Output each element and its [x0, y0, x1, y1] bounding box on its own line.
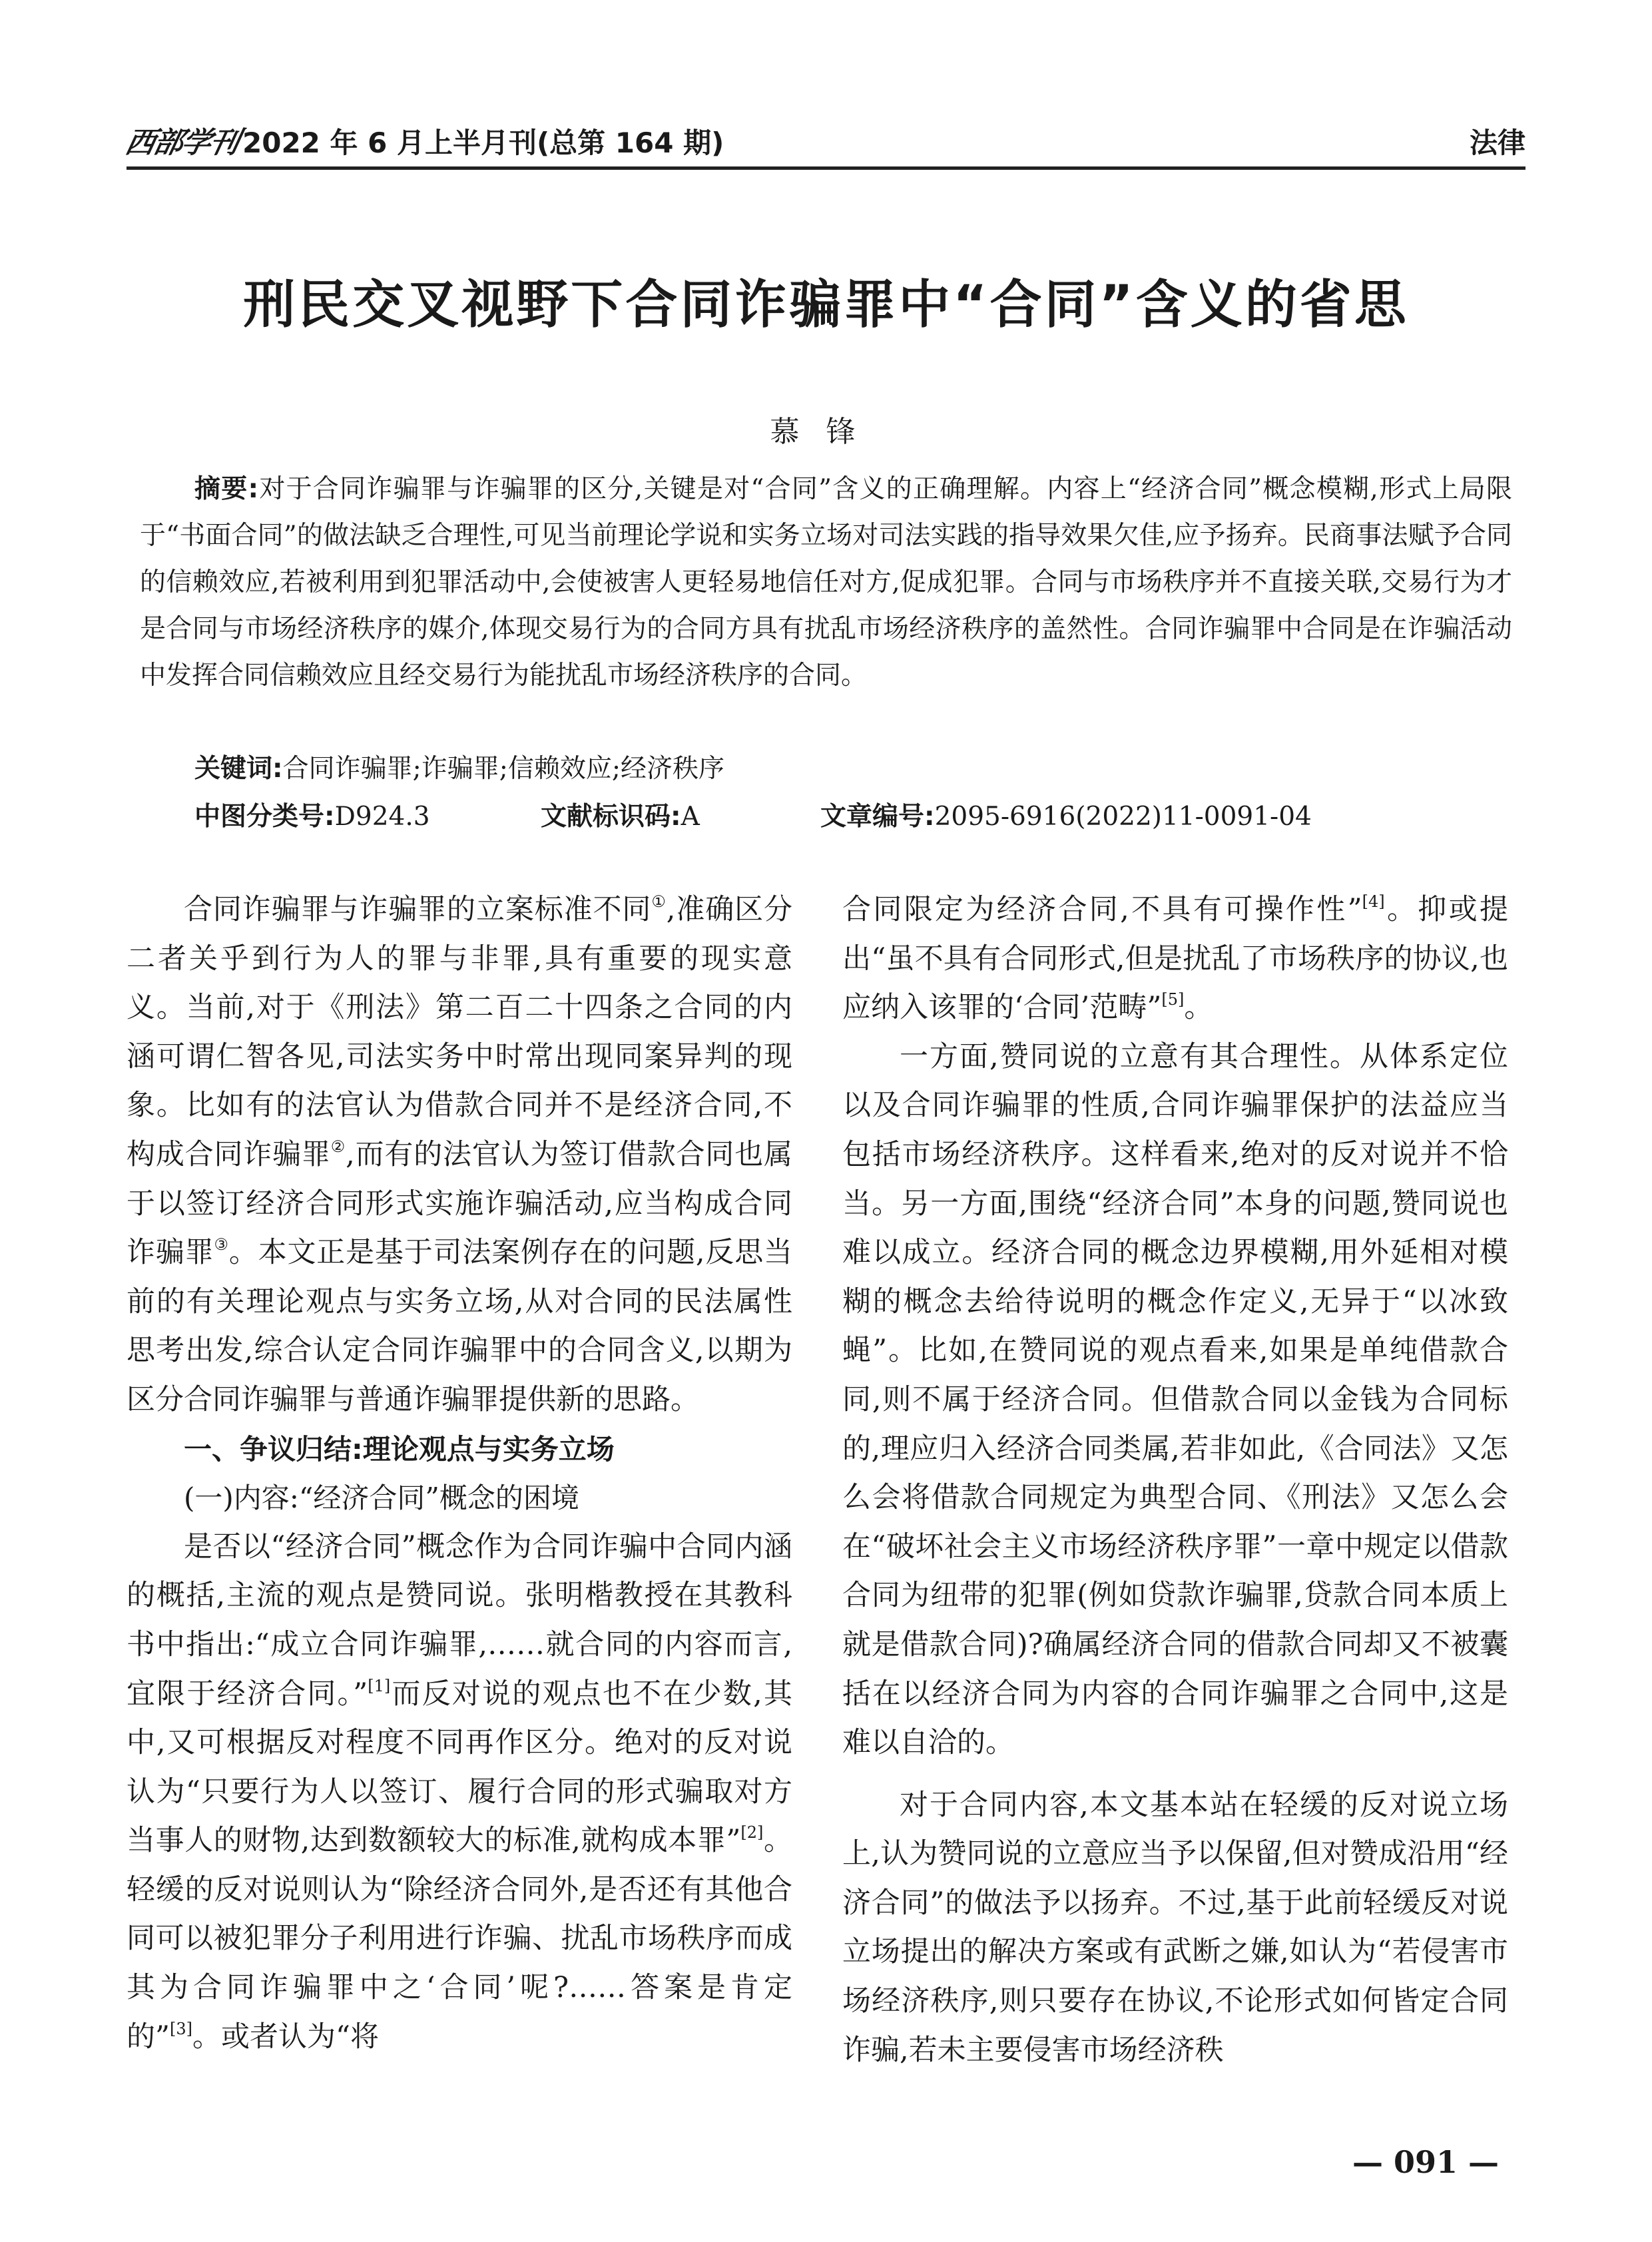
footnote-marker: ② — [330, 1137, 346, 1156]
keywords — [194, 746, 1512, 792]
body-paragraph: 对于合同内容,本文基本站在轻缓的反对说立场上,认为赞同说的立意应当予以保留,但对赞成沿用“经济合同”的做法予以扬弃。不过,基于此前轻缓反对说立场提出的解决方案或有武断之嫌,如认为“若侵害市场经济秩序,则只要存在协议,不论形式如何皆定合同诈骗,若未主要侵害市场经济秩 — [842, 1788, 1508, 2067]
citation-marker: [2] — [740, 1823, 764, 1842]
running-header — [122, 115, 1525, 170]
journal-issue: 2022 年 6 月上半月刊(总第 164 期) — [242, 127, 724, 159]
citation-marker: [5] — [1161, 990, 1185, 1009]
citation-marker: [1] — [368, 1676, 391, 1695]
journal-logo: 西部学刊 — [122, 126, 242, 160]
left-column — [127, 886, 792, 2062]
body-paragraph: 是否以“经济合同”概念作为合同诈骗中合同内涵的概括,主流的观点是赞同说。张明楷教授在其教科书中指出:“成立合同诈骗罪,……就合同的内容而言,宜限于经济合同。”[1]而反对说的观点也不在少数,其中,又可根据反对程度不同再作区分。绝对的反对说认为“只要行为人以签订、履行合同的形式骗取对方当事人的财物,达到数额较大的标准,就构成本罪”[2]。轻缓的反对说则认为“除经济合同外,是否还有其他合同可以被犯罪分子利用进行诈骗、扰乱市场秩序而成其为合同诈骗罪中之‘合同’呢?……答案是肯定的”[3]。或者认为“将 — [127, 1530, 793, 2054]
article-number: 文章编号:2095-6916(2022)11-0091-04 — [820, 802, 1312, 832]
body-paragraph: 合同诈骗罪与诈骗罪的立案标准不同①,准确区分二者关乎到行为人的罪与非罪,具有重要的现实意义。当前,对于《刑法》第二百二十四条之合同的内涵可谓仁智各见,司法实务中时常出现同案异判的现象。比如有的法官认为借款合同并不是经济合同,不构成合同诈骗罪②,而有的法官认为签订借款合同也属于以签订经济合同形式实施诈骗活动,应当构成合同诈骗罪③。本文正是基于司法案例存在的问题,反思当前的有关理论观点与实务立场,从对合同的民法属性思考出发,综合认定合同诈骗罪中的合同含义,以期为区分合同诈骗罪与普通诈骗罪提供新的思路。 — [127, 892, 793, 1416]
abstract — [140, 466, 1512, 699]
subsection-heading: (一)内容:“经济合同”概念的困境 — [184, 1482, 579, 1515]
header-left — [122, 119, 724, 161]
keywords-label: 关键词: — [194, 754, 283, 784]
keywords-text: 合同诈骗罪;诈骗罪;信赖效应;经济秩序 — [282, 754, 725, 784]
section-heading: 一、争议归结:理论观点与实务立场 — [184, 1432, 615, 1466]
page-number: — 091 — — [1352, 2144, 1499, 2180]
article-title: 刑民交叉视野下合同诈骗罪中“合同”含义的省思 — [243, 275, 1409, 335]
footnote-marker: ③ — [214, 1235, 229, 1255]
footnote-marker: ① — [651, 892, 667, 911]
abstract-text: 对于合同诈骗罪与诈骗罪的区分,关键是对“合同”含义的正确理解。内容上“经济合同”概念模糊,形式上局限于“书面合同”的做法缺乏合理性,可见当前理论学说和实务立场对司法实践的指导效果欠佳,应予扬弃。民商事法赋予合同的信赖效应,若被利用到犯罪活动中,会使被害人更轻易地信任对方,促成犯罪。合同与市场秩序并不直接关联,交易行为才是合同与市场经济秩序的媒介,体现交易行为的合同方具有扰乱市场经济秩序的盖然性。合同诈骗罪中合同是在诈骗活动中发挥合同信赖效应且经交易行为能扰乱市场经济秩序的合同。 — [140, 474, 1512, 691]
right-column — [842, 886, 1508, 2075]
author: 慕锋 — [770, 415, 882, 449]
paragraph-gap — [842, 1768, 1508, 1781]
citation-marker: [4] — [1362, 892, 1385, 911]
abstract-label: 摘要: — [194, 474, 259, 504]
clc-code: 中图分类号:D924.3 — [194, 802, 430, 832]
body-paragraph: 一方面,赞同说的立意有其合理性。从体系定位以及合同诈骗罪的性质,合同诈骗罪保护的法益应当包括市场经济秩序。这样看来,绝对的反对说并不恰当。另一方面,围绕“经济合同”本身的问题,赞同说也难以成立。经济合同的概念边界模糊,用外延相对模糊的概念去给待说明的概念作定义,无异于“以冰致蝇”。比如,在赞同说的观点看来,如果是单纯借款合同,则不属于经济合同。但借款合同以金钱为合同标的,理应归入经济合同类属,若非如此,《合同法》又怎么会将借款合同规定为典型合同、《刑法》又怎么会在“破坏社会主义市场经济秩序罪”一章中规定以借款合同为纽带的犯罪(例如贷款诈骗罪,贷款合同本质上就是借款合同)?确属经济合同的借款合同却又不被囊括在以经济合同为内容的合同诈骗罪之合同中,这是难以自洽的。 — [842, 1039, 1508, 1760]
citation-marker: [3] — [169, 2019, 192, 2038]
classification-line — [194, 794, 1512, 840]
document-code: 文献标识码:A — [541, 802, 700, 832]
body-paragraph: 合同限定为经济合同,不具有可操作性”[4]。抑或提出“虽不具有合同形式,但是扰乱了市场秩序的协议,也应纳入该罪的‘合同’范畴”[5]。 — [842, 892, 1509, 1025]
section-name: 法律 — [1469, 127, 1525, 159]
